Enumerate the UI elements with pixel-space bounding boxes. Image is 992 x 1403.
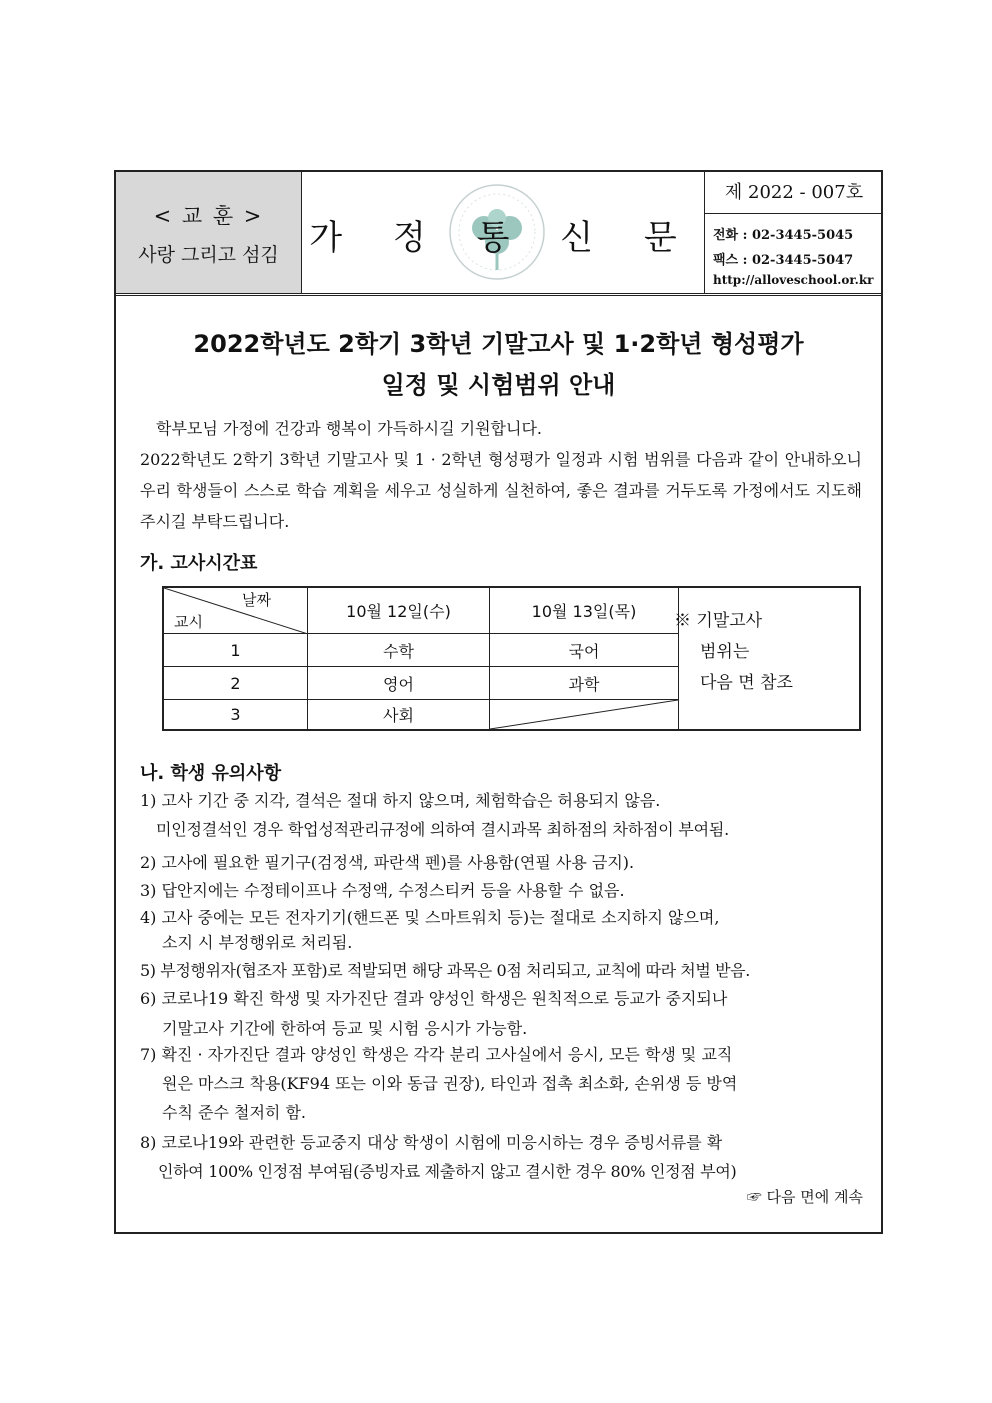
table-corner-cell — [164, 588, 308, 634]
exam-range-note — [674, 606, 793, 699]
subject-cell-1-1: 수학 — [308, 634, 490, 667]
notice-item-6-line1: 6) 코로나19 확진 학생 및 자가진단 결과 양성인 학생은 원칙적으로 등교가 중지되나 — [140, 989, 728, 1008]
paper-title: 가 정 통 신 문 — [309, 218, 697, 258]
notice-item-7-line2: 원은 마스크 착용(KF94 또는 이와 동급 권장), 타인과 접촉 최소화, 손위생 등 방역 — [162, 1074, 738, 1093]
notice-item-4-line2: 소지 시 부정행위로 처리됨. — [162, 933, 353, 952]
school-website-link[interactable]: http://alloveschool.or.kr — [713, 273, 874, 287]
intro-text: 2022학년도 2학기 3학년 기말고사 및 1 · 2학년 형성평가 일정과 시험 범위를 다음과 같이 안내하오니 우리 학생들이 스스로 학습 계획을 세우고 성실하게 실천하여, 좋은 결과를 거두도록 가정에서도 지도해 주시길 부탁드립니다. — [140, 450, 862, 531]
document-title-line2: 일정 및 시험범위 안내 — [381, 371, 616, 399]
notice-item-7-line1: 7) 확진 · 자가진단 결과 양성인 학생은 각각 분리 고사실에서 응시, 모든 학생 및 교직 — [140, 1045, 733, 1064]
notice-item-8-line1: 8) 코로나19와 관련한 등교중지 대상 학생이 시험에 미응시하는 경우 증빙서류를 확 — [140, 1133, 723, 1152]
notice-item-5 — [140, 956, 870, 985]
notes-section-title: 나. 학생 유의사항 — [140, 763, 282, 784]
note-line-1: ※ 기말고사 — [674, 611, 763, 631]
notice-item-2 — [140, 848, 870, 877]
newsletter-frame — [114, 170, 883, 1234]
diagonal-line-icon — [490, 700, 678, 729]
motto-text: 사랑 그리고 섬김 — [138, 244, 279, 266]
notice-item-4 — [140, 905, 870, 955]
corner-date-label: 날짜 — [242, 591, 271, 609]
notice-item-6-line2: 기말고사 기간에 한하여 등교 및 시험 응시가 가능함. — [162, 1019, 528, 1038]
subject-cell-3-1: 사회 — [308, 700, 490, 729]
notice-item-1-line1: 1) 고사 기간 중 지각, 결석은 절대 하지 않으며, 체험학습은 허용되지 않음. — [140, 791, 661, 810]
continued-next-page: ☞ 다음 면에 계속 — [746, 1188, 863, 1206]
notice-item-7 — [140, 1040, 870, 1127]
notice-item-5-line1: 5) 부정행위자(협조자 포함)로 적발되면 해당 과목은 0점 처리되고, 교칙에 따라 처벌 받음. — [140, 961, 750, 980]
newsletter-header — [116, 172, 881, 296]
notice-item-4-line1: 4) 고사 중에는 모든 전자기기(핸드폰 및 스마트워치 등)는 절대로 소지하지 않으며, — [140, 908, 720, 927]
document-title-line1: 2022학년도 2학기 3학년 기말고사 및 1·2학년 형성평가 — [193, 330, 804, 358]
motto-box — [116, 172, 302, 293]
issue-number: 제 2022 - 007호 — [705, 172, 883, 214]
period-cell-3: 3 — [164, 700, 308, 729]
paper-title-box — [302, 172, 704, 293]
date-header-1: 10월 12일(수) — [308, 588, 490, 634]
phone-number: 전화 : 02-3445-5045 — [713, 228, 854, 243]
notice-item-1 — [140, 786, 870, 844]
notice-item-3-line1: 3) 답안지에는 수정테이프나 수정액, 수정스티커 등을 사용할 수 없음. — [140, 881, 625, 900]
notice-item-8-line2: 인하여 100% 인정점 부여됨(증빙자료 제출하지 않고 결시한 경우 80% 인정점 부여) — [158, 1162, 737, 1181]
empty-cell-3-2 — [490, 700, 679, 729]
notice-item-1-line2: 미인정결석인 경우 학업성적관리규정에 의하여 결시과목 최하점의 차하점이 부여됨. — [156, 820, 730, 839]
notice-item-6 — [140, 984, 870, 1044]
issue-info-box — [704, 172, 883, 293]
notice-item-3 — [140, 876, 870, 905]
motto-title: < 교 훈 > — [153, 204, 264, 228]
subject-cell-2-1: 영어 — [308, 667, 490, 700]
note-line-3: 다음 면 참조 — [700, 673, 793, 693]
subject-cell-1-2: 국어 — [490, 634, 679, 667]
schedule-section-title: 가. 고사시간표 — [140, 553, 258, 574]
subject-cell-2-2: 과학 — [490, 667, 679, 700]
fax-number: 팩스 : 02-3445-5047 — [713, 253, 854, 268]
period-cell-2: 2 — [164, 667, 308, 700]
greeting-text: 학부모님 가정에 건강과 행복이 가득하시길 기원합니다. — [156, 419, 543, 438]
period-cell-1: 1 — [164, 634, 308, 667]
corner-period-label: 교시 — [174, 613, 203, 631]
note-line-2: 범위는 — [700, 642, 750, 662]
notice-item-7-line3: 수칙 준수 철저히 함. — [162, 1103, 306, 1122]
exam-schedule-table — [162, 586, 861, 731]
date-header-2: 10월 13일(목) — [490, 588, 679, 634]
notice-item-8 — [140, 1128, 870, 1186]
notice-item-2-line1: 2) 고사에 필요한 필기구(검정색, 파란색 펜)를 사용함(연필 사용 금지). — [140, 853, 635, 872]
